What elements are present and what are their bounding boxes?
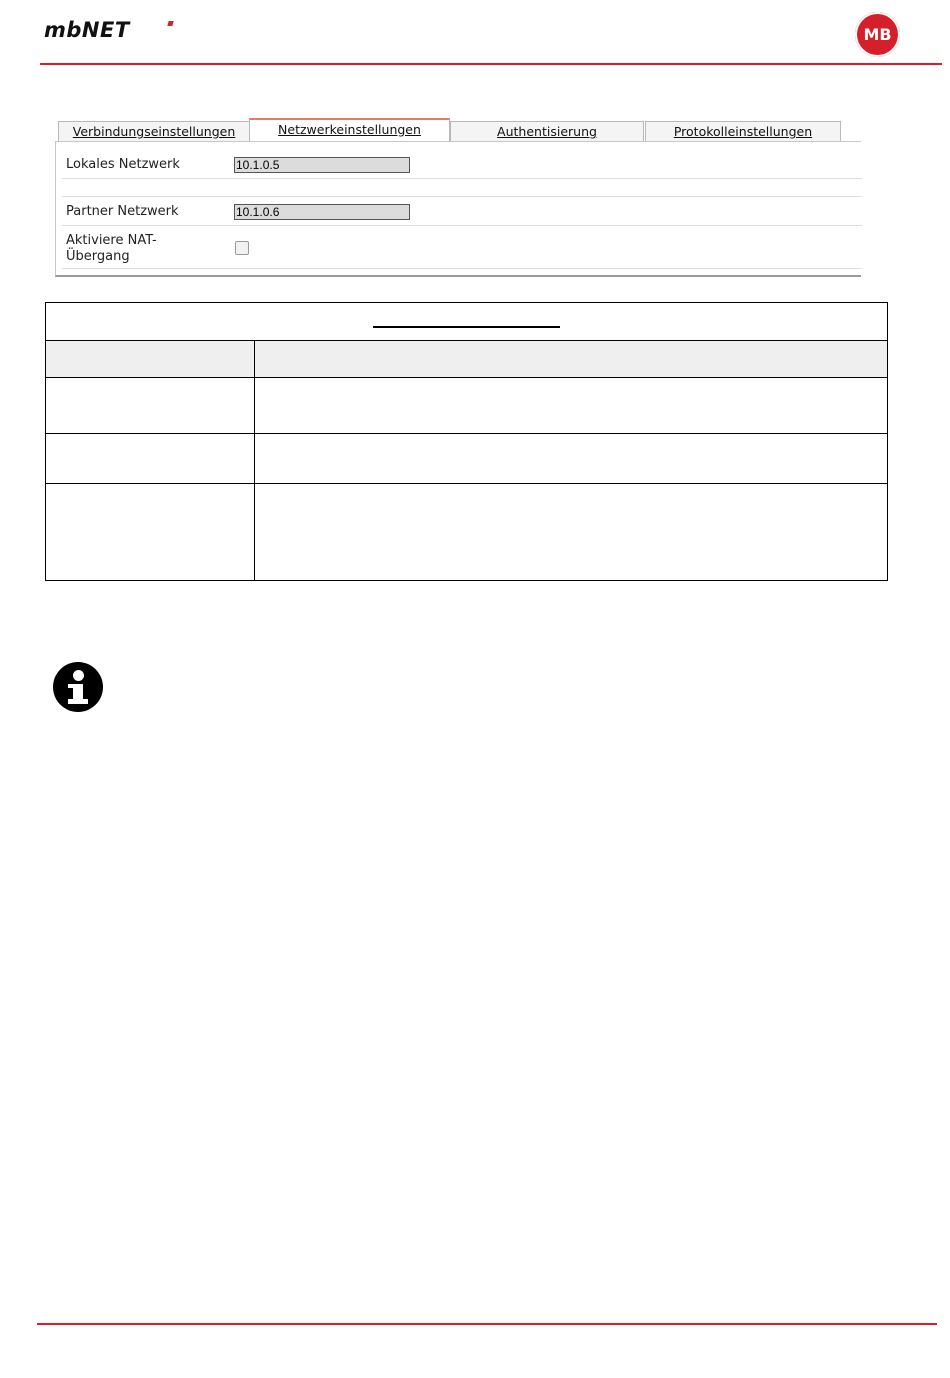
table-border: [45, 302, 46, 581]
row-divider: [62, 178, 862, 179]
row-divider: [62, 225, 862, 226]
logo-accent-mark: [167, 21, 173, 26]
row-divider: [62, 268, 862, 269]
table-border: [45, 483, 888, 484]
tab-authentisierung[interactable]: Authentisierung: [450, 121, 644, 141]
tab-protokolleinstellungen[interactable]: Protokolleinstellungen: [645, 121, 841, 141]
nat-label: [66, 233, 157, 265]
nat-label-line1: Aktiviere NAT-: [66, 233, 157, 248]
table-border: [45, 433, 888, 434]
table-border: [254, 340, 255, 581]
info-icon: [53, 662, 103, 712]
table-border: [45, 377, 888, 378]
table-title-underline: [373, 326, 560, 328]
nat-checkbox[interactable]: [235, 241, 249, 255]
table-border: [887, 302, 888, 581]
footer-divider: [37, 1323, 937, 1325]
partner-network-field[interactable]: 10.1.0.6: [234, 204, 410, 220]
mb-brand-badge: MB: [855, 12, 900, 57]
row-divider: [62, 196, 862, 197]
tab-verbindungseinstellungen[interactable]: Verbindungseinstellungen: [58, 121, 250, 141]
mbnet-logo: mbNET: [44, 18, 130, 42]
nat-label-line2: Übergang: [66, 249, 130, 264]
local-network-field[interactable]: 10.1.0.5: [234, 157, 410, 173]
table-border: [45, 580, 888, 581]
table-border: [45, 302, 888, 303]
table-header-row: [46, 341, 887, 377]
header-divider: [40, 63, 942, 65]
local-network-label: Lokales Netzwerk: [66, 157, 180, 172]
table-border: [45, 340, 888, 341]
partner-network-label: Partner Netzwerk: [66, 204, 179, 219]
tab-netzwerkeinstellungen[interactable]: Netzwerkeinstellungen: [249, 118, 450, 142]
network-settings-panel: [55, 141, 861, 277]
